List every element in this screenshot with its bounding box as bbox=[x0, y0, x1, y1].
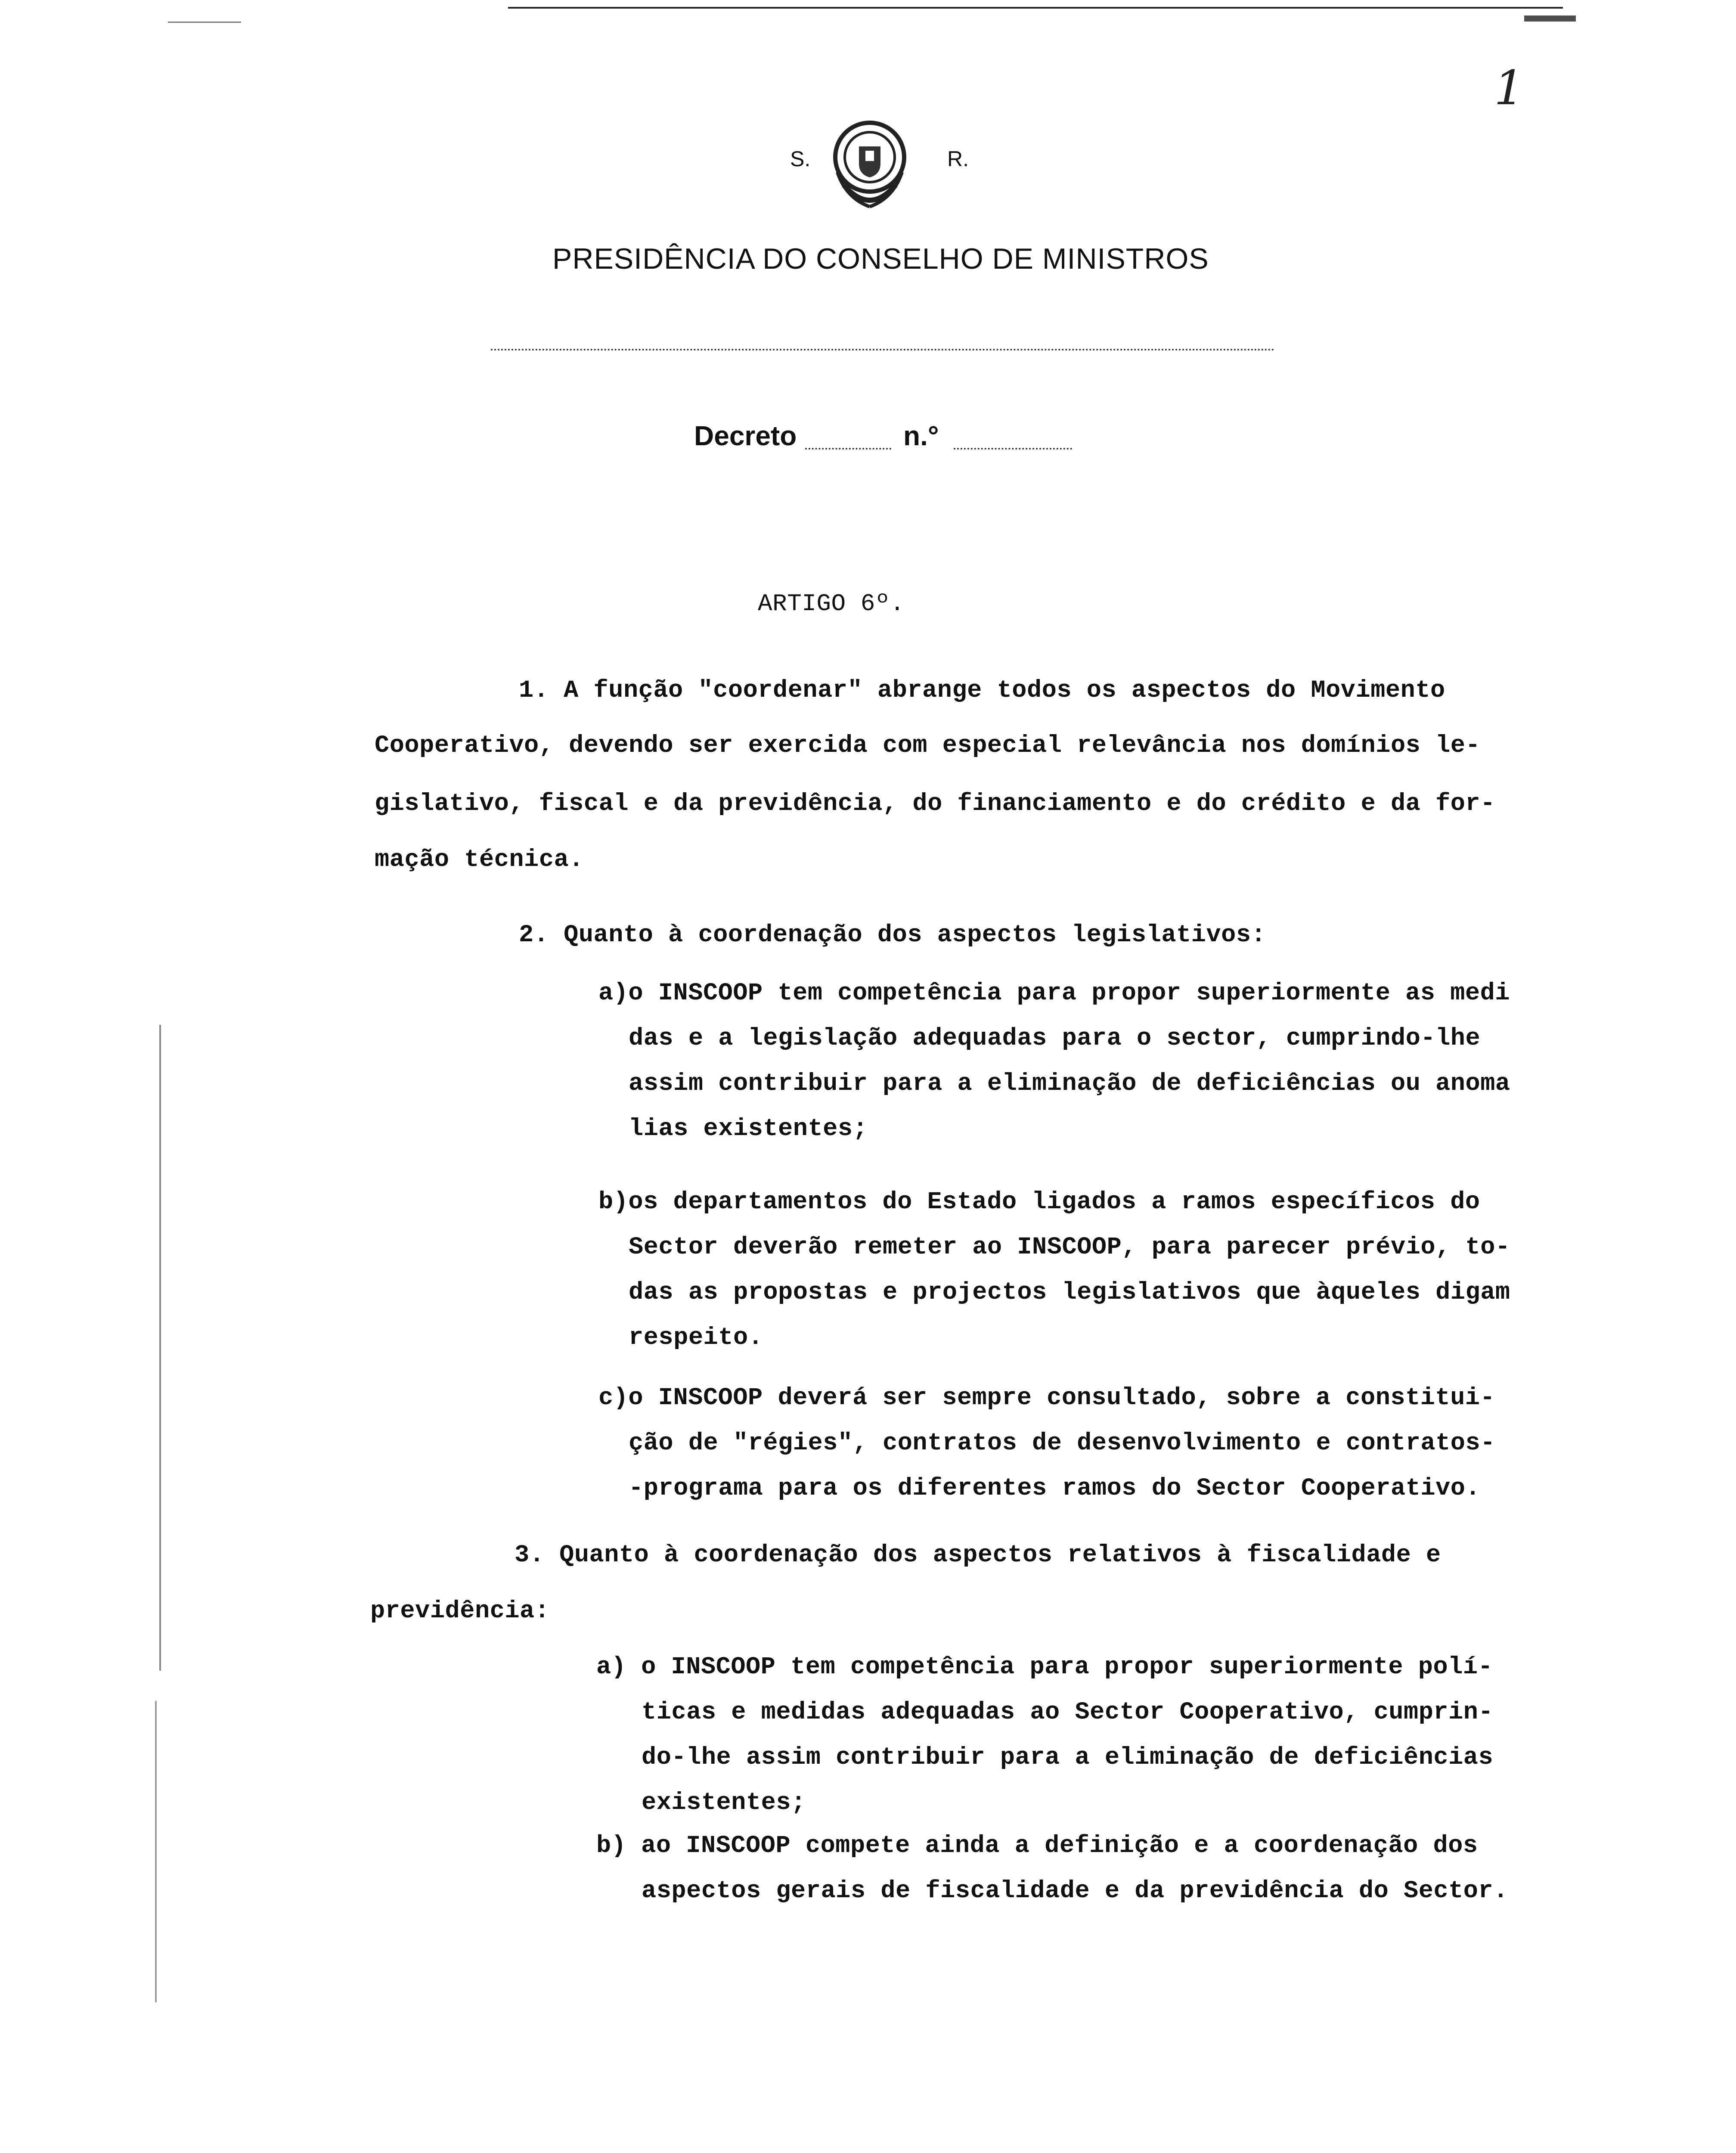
institution-title: PRESIDÊNCIA DO CONSELHO DE MINISTROS bbox=[552, 242, 1209, 275]
para1-line-4: mação técnica. bbox=[375, 846, 584, 874]
para1-line-3: gislativo, fiscal e da previdência, do financiamento e do crédito e da for- bbox=[375, 790, 1495, 818]
para3-a-line-4: existentes; bbox=[642, 1789, 806, 1817]
para1-line-1: 1. A função "coordenar" abrange todos os aspectos do Movimento bbox=[519, 677, 1445, 704]
scan-left-margin-mark bbox=[159, 1025, 161, 1671]
para2-a-line-3: assim contribuir para a eliminação de deficiências ou anoma bbox=[629, 1070, 1510, 1098]
para3-b-line-1: b) ao INSCOOP compete ainda a definição e a coordenação dos bbox=[596, 1832, 1478, 1860]
para2-c-line-2: ção de "régies", contratos de desenvolvimento e contratos- bbox=[629, 1430, 1495, 1457]
para3-intro: 3. Quanto à coordenação dos aspectos relativos à fiscalidade e bbox=[515, 1542, 1441, 1569]
para2-c-line-1: c)o INSCOOP deverá ser sempre consultado, sobre a constitui- bbox=[598, 1384, 1495, 1412]
para3-b-line-2: aspectos gerais de fiscalidade e da previdência do Sector. bbox=[642, 1877, 1508, 1905]
scan-top-rule-left bbox=[168, 22, 241, 23]
para3-a-line-3: do-lhe assim contribuir para a eliminação de deficiências bbox=[642, 1744, 1494, 1771]
scan-corner-smudge bbox=[1524, 16, 1576, 22]
para3-a-line-1: a) o INSCOOP tem competência para propor superiormente polí- bbox=[596, 1654, 1493, 1681]
para2-intro: 2. Quanto à coordenação dos aspectos legislativos: bbox=[519, 921, 1266, 949]
header-dotted-rule bbox=[491, 349, 1274, 351]
para2-a-line-4: lias existentes; bbox=[629, 1115, 868, 1143]
para2-b-line-2: Sector deverão remeter ao INSCOOP, para parecer prévio, to- bbox=[629, 1234, 1510, 1261]
para1-line-2: Cooperativo, devendo ser exercida com especial relevância nos domínios le- bbox=[375, 732, 1481, 760]
decree-label: Decreto bbox=[694, 420, 797, 451]
decree-number-label: n.° bbox=[903, 420, 939, 451]
page-number: 1 bbox=[1494, 60, 1524, 115]
para2-b-line-1: b)os departamentos do Estado ligados a ramos específicos do bbox=[598, 1188, 1480, 1216]
decree-blank-1 bbox=[805, 448, 891, 450]
para2-b-line-4: respeito. bbox=[629, 1324, 763, 1352]
decree-blank-2 bbox=[954, 448, 1072, 450]
scan-left-margin-mark-2 bbox=[155, 1701, 157, 2002]
para2-b-line-3: das as propostas e projectos legislativos que àqueles digam bbox=[629, 1279, 1510, 1306]
para3-a-line-2: ticas e medidas adequadas ao Sector Cooperativo, cumprin- bbox=[642, 1699, 1494, 1726]
para3-intro-cont: previdência: bbox=[370, 1598, 550, 1625]
para2-a-line-2: das e a legislação adequadas para o sector, cumprindo-lhe bbox=[629, 1025, 1481, 1052]
para2-c-line-3: -programa para os diferentes ramos do Sector Cooperativo. bbox=[629, 1475, 1481, 1502]
emblem-left-letter: S. bbox=[790, 147, 811, 171]
portuguese-coat-of-arms-icon bbox=[829, 116, 911, 215]
para2-a-line-1: a)o INSCOOP tem competência para propor superiormente as medi bbox=[598, 980, 1510, 1007]
scan-top-rule bbox=[508, 7, 1563, 9]
emblem-right-letter: R. bbox=[947, 147, 969, 171]
article-title: ARTIGO 6º. bbox=[758, 590, 905, 617]
